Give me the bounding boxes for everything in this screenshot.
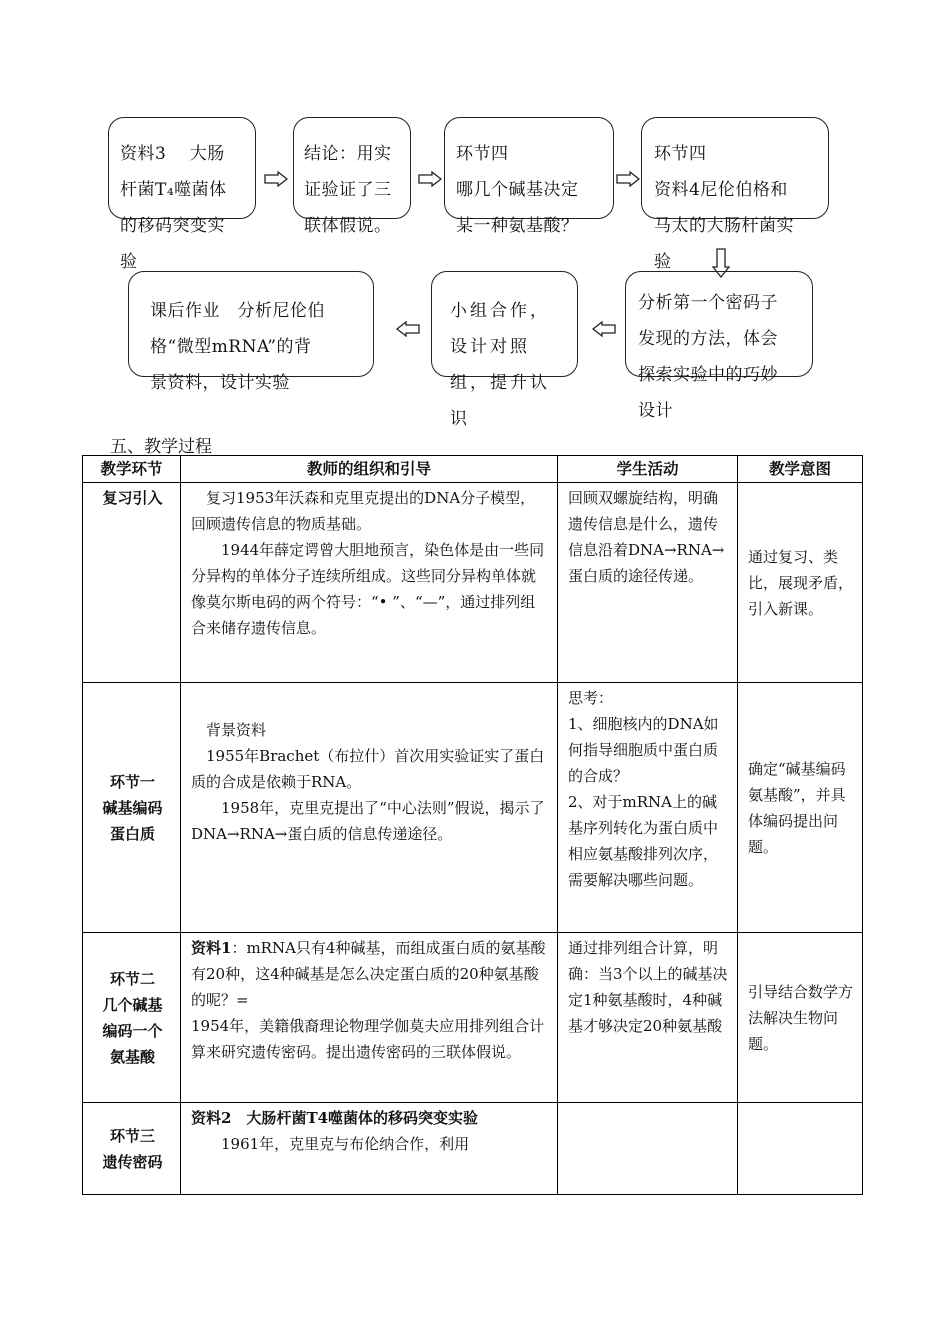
flow-box-6-text: 小组合作， 设计对照 组，提升认 识 <box>450 301 550 429</box>
flow-box-1-text: 资料3 大肠 杆菌T₄噬菌体 的移码突变实 验 <box>120 144 227 272</box>
stage-cell <box>83 933 181 1103</box>
teacher-cell <box>181 683 558 933</box>
right-arrow-icon <box>418 171 442 187</box>
teacher-paragraph: 1954年，美籍俄裔理论物理学伽莫夫应用排列组合计算来研究遗传密码。提出遗传密码的三联体假说。 <box>191 1017 545 1061</box>
teacher-paragraph: 1961年，克里克与布伦纳合作，利用 <box>221 1135 470 1153</box>
stage-line: 遗传密码 <box>102 1152 163 1171</box>
teacher-paragraph: 1958年，克里克提出了“中心法则”假说，揭示了DNA→RNA→蛋白质的信息传递途径。 <box>191 799 545 843</box>
student-line: 思考： <box>568 689 614 707</box>
stage-line: 环节二 <box>109 969 155 988</box>
teaching-process-table <box>82 455 863 1195</box>
section-title: 五、教学过程 <box>110 437 212 457</box>
flow-box-5-text: 分析第一个密码子 发现的方法，体会 探索实验中的巧妙 设计 <box>638 293 778 421</box>
stage-cell <box>83 1103 181 1195</box>
table-row <box>83 483 863 683</box>
material-label: 资料1 <box>191 939 232 957</box>
left-arrow-icon <box>592 321 616 337</box>
header-teacher: 教师的组织和引导 <box>181 456 558 483</box>
flow-box-7-text: 课后作业 分析尼伦伯 格“微型mRNA”的背 景资料，设计实验 <box>150 301 325 393</box>
intent-cell: 确定“碱基编码氨基酸”，并具体编码提出问题。 <box>738 683 863 933</box>
intent-cell: 通过复习、类比，展现矛盾，引入新课。 <box>738 483 863 683</box>
teacher-cell <box>181 1103 558 1195</box>
student-line: 2、对于mRNA上的碱基序列转化为蛋白质中相应氨基酸排列次序，需要解决哪些问题。 <box>568 793 719 889</box>
teacher-cell <box>181 483 558 683</box>
teacher-paragraph: 复习1953年沃森和克里克提出的DNA分子模型，回顾遗传信息的物质基础。 <box>191 489 536 533</box>
student-cell <box>558 683 738 933</box>
intent-cell: 引导结合数学方法解决生物问题。 <box>738 933 863 1103</box>
header-stage: 教学环节 <box>83 456 181 483</box>
teacher-subtitle: 资料2 大肠杆菌T4噬菌体的移码突变实验 <box>191 1109 479 1127</box>
material-text: ：mRNA只有4种碱基，而组成蛋白质的氨基酸有20种，这4种碱基是怎么决定蛋白质的20种氨基酸的呢？= <box>191 939 546 1009</box>
right-arrow-icon <box>264 171 288 187</box>
flow-box-2-text: 结论：用实 证验证了三 联体假说。 <box>304 144 392 236</box>
teacher-paragraph: 1944年薛定谔曾大胆地预言，染色体是由一些同分异构的单体分子连续所组成。这些同分异构单体就像莫尔斯电码的两个符号：“• ”、“—”，通过排列组合来储存遗传信息。 <box>191 541 545 637</box>
student-cell: 回顾双螺旋结构，明确遗传信息是什么，遗传信息沿着DNA→RNA→蛋白质的途径传递。 <box>558 483 738 683</box>
teacher-paragraph: 1955年Brachet（布拉什）首次用实验证实了蛋白质的合成是依赖于RNA。 <box>191 747 545 791</box>
stage-line: 蛋白质 <box>109 824 155 843</box>
teacher-paragraph <box>191 935 549 1013</box>
stage-cell: 复习引入 <box>83 483 181 683</box>
table-header-row <box>83 456 863 483</box>
student-line: 1、细胞核内的DNA如何指导细胞质中蛋白质的合成？ <box>568 715 719 785</box>
flow-box-3-text: 环节四 哪几个碱基决定 某一种氨基酸？ <box>456 144 579 236</box>
header-student: 学生活动 <box>558 456 738 483</box>
teacher-cell <box>181 933 558 1103</box>
teacher-subtitle: 背景资料 <box>206 721 267 739</box>
stage-line: 编码一个 <box>102 1021 163 1040</box>
left-arrow-icon <box>396 321 420 337</box>
right-arrow-icon <box>616 171 640 187</box>
intent-cell <box>738 1103 863 1195</box>
table-row <box>83 933 863 1103</box>
stage-line: 环节一 <box>109 772 155 791</box>
table-row <box>83 1103 863 1195</box>
stage-cell <box>83 683 181 933</box>
student-cell <box>558 1103 738 1195</box>
flow-box-4-text: 环节四 资料4尼伦伯格和 马太的大肠杆菌实 验 <box>654 144 794 272</box>
stage-line: 环节三 <box>109 1126 155 1145</box>
stage-line: 碱基编码 <box>102 798 163 817</box>
stage-line: 氨基酸 <box>109 1047 155 1066</box>
stage-line: 几个碱基 <box>102 995 163 1014</box>
header-intent: 教学意图 <box>738 456 863 483</box>
student-cell: 通过排列组合计算，明确：当3个以上的碱基决定1种氨基酸时，4种碱基才够决定20种氨基酸 <box>558 933 738 1103</box>
table-row <box>83 683 863 933</box>
